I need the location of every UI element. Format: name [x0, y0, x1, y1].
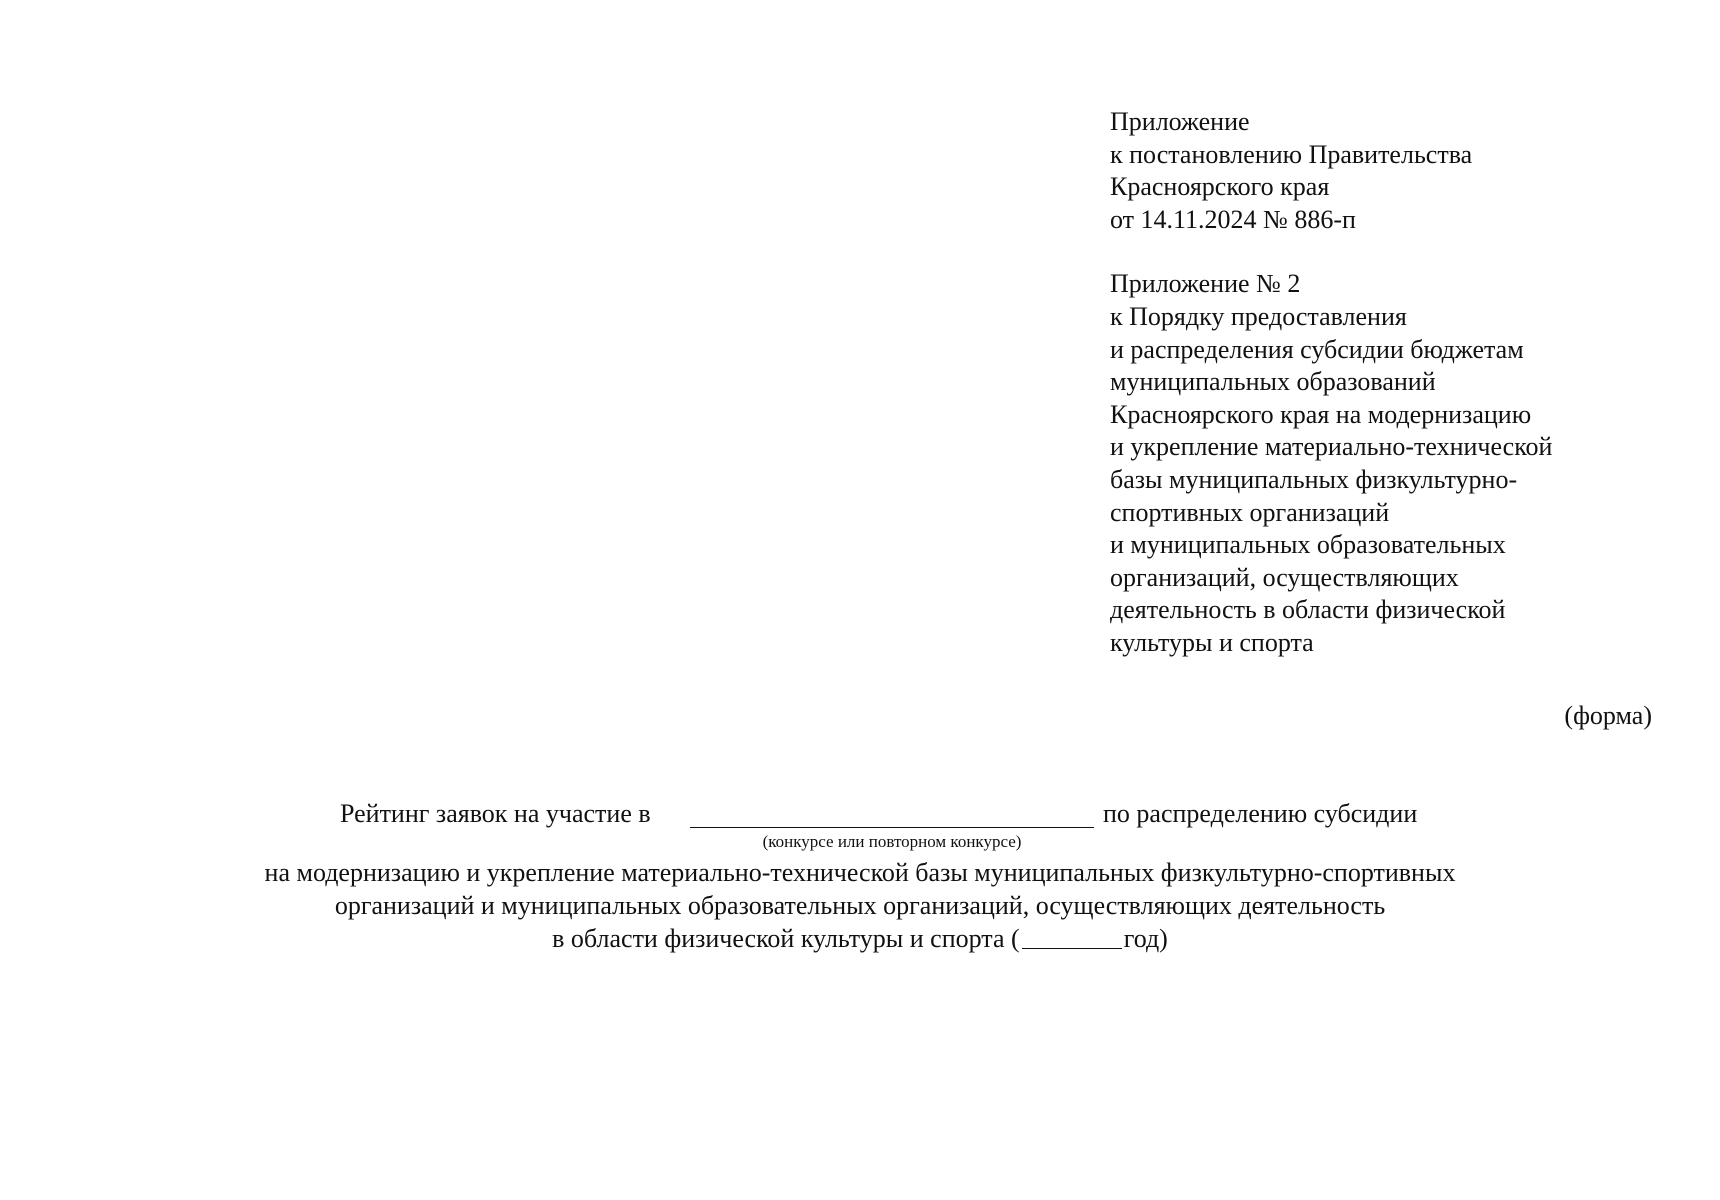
appendix2-line: базы муниципальных физкультурно- — [1110, 464, 1518, 494]
appendix2-line: и муниципальных образовательных — [1110, 530, 1506, 560]
appendix2-line: к Порядку предоставления — [1110, 301, 1407, 331]
appendix2-line: культуры и спорта — [1110, 627, 1314, 657]
appendix-line: Приложение — [1110, 107, 1250, 136]
title-first-line — [0, 797, 1720, 831]
appendix2-line: Приложение № 2 — [1110, 269, 1301, 299]
title-prefix: Рейтинг заявок на участие в — [340, 799, 651, 828]
form-label: (форма) — [1564, 701, 1652, 730]
appendix2-line: деятельность в области физической — [1110, 595, 1506, 625]
appendix-spacer — [1110, 236, 1670, 268]
appendix2-line: и укрепление материально-технической — [1110, 432, 1553, 462]
year-blank[interactable] — [1022, 922, 1122, 949]
title-line-4-suffix: год) — [1123, 924, 1168, 953]
appendix-header — [1110, 106, 1670, 660]
contest-type-blank[interactable] — [690, 827, 1094, 828]
title-line-3: организаций и муниципальных образовательных организаций, осуществляющих деятельность — [334, 890, 1386, 920]
appendix2-line: Красноярского края на модернизацию — [1110, 399, 1532, 429]
contest-type-caption: (конкурсе или повторном конкурсе) — [762, 832, 1022, 851]
title-line-4-prefix: в области физической культуры и спорта ( — [552, 924, 1020, 953]
appendix2-line: спортивных организаций — [1110, 497, 1390, 527]
title-body — [0, 857, 1720, 956]
appendix-line: к постановлению Правительства — [1110, 139, 1473, 169]
title-line-4 — [0, 922, 1720, 956]
appendix2-line: и распределения субсидии бюджетам — [1110, 334, 1524, 364]
title-suffix: по распределению субсидии — [1103, 799, 1418, 828]
appendix2-line: муниципальных образований — [1110, 367, 1436, 397]
appendix2-line: организаций, осуществляющих — [1110, 562, 1459, 592]
title-line-2: на модернизацию и укрепление материально-технической базы муниципальных физкультурно-спортивных — [264, 858, 1456, 887]
appendix-line: от 14.11.2024 № 886-п — [1110, 204, 1356, 234]
appendix-line: Красноярского края — [1110, 172, 1330, 202]
